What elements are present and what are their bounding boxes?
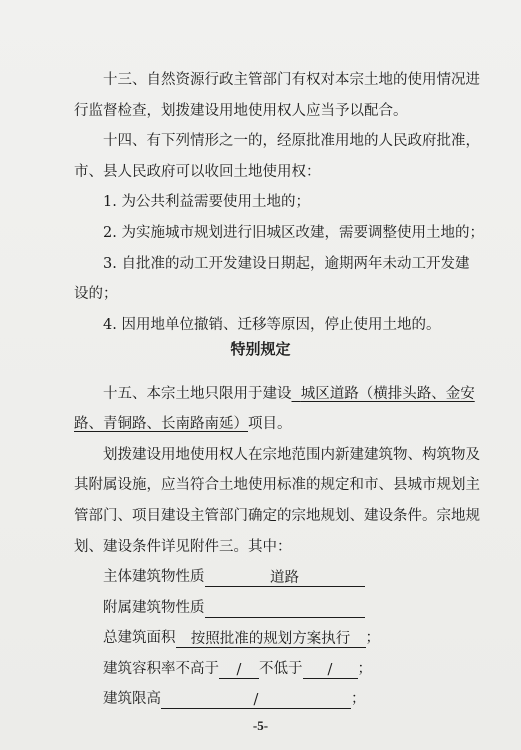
height-label: 建筑限高 xyxy=(103,691,161,707)
clause14-line2: 市、县人民政府可以收回土地使用权： xyxy=(74,164,321,180)
far-semicolon: ； xyxy=(357,661,372,677)
clause13-line1: 十三、自然资源行政主管部门有权对本宗土地的使用情况进 xyxy=(103,72,480,88)
clause14-item4: 4. 因用地单位撤销、迁移等原因，停止使用土地的。 xyxy=(103,317,441,333)
page-number: -5- xyxy=(252,718,269,733)
main-building-value: 道路 xyxy=(205,568,365,587)
clause15-line1 xyxy=(103,384,475,404)
clause14-line1: 十四、有下列情形之一的，经原批准用地的人民政府批准， xyxy=(103,133,480,149)
total-area-semicolon: ； xyxy=(365,630,380,646)
clause15-prefix: 十五、本宗土地只限用于建设 xyxy=(103,386,292,402)
far-min-label: 不低于 xyxy=(259,661,303,677)
height-field xyxy=(103,689,366,709)
clause14-item3-line1: 3. 自批准的动工开发建设日期起，逾期两年未动工开发建 xyxy=(103,256,470,272)
far-field xyxy=(103,659,372,679)
paragraph2-line1: 划拨建设用地使用权人在宗地范围内新建建筑物、构筑物及 xyxy=(103,447,480,463)
clause15-line2 xyxy=(74,414,292,434)
clause13-line2: 行监督检查，划拨建设用地使用权人应当予以配合。 xyxy=(74,103,408,119)
far-max-value: / xyxy=(219,660,259,679)
paragraph2-line2: 其附属设施，应当符合土地使用标准的规定和市、县城市规划主 xyxy=(74,477,480,493)
clause15-purpose-line2: 路、青铜路、长南路南延） xyxy=(74,416,248,432)
paragraph2-line4: 划、建设条件详见附件三。其中： xyxy=(74,539,292,555)
annex-building-value xyxy=(205,599,365,618)
clause14-item2: 2. 为实施城市规划进行旧城区改建，需要调整使用土地的； xyxy=(103,225,484,241)
total-area-value: 按照批准的规划方案执行 xyxy=(176,629,366,648)
special-section-title: 特别规定 xyxy=(230,340,291,358)
clause14-item3-line2: 设的； xyxy=(74,286,118,302)
clause15-suffix: 项目。 xyxy=(248,416,292,432)
main-building-label: 主体建筑物性质 xyxy=(103,569,205,585)
main-building-field xyxy=(103,567,365,587)
height-value: / xyxy=(161,690,351,709)
total-area-label: 总建筑面积 xyxy=(103,630,176,646)
annex-building-field xyxy=(103,598,365,618)
paragraph2-line3: 管部门、项目建设主管部门确定的宗地规划、建设条件。宗地规 xyxy=(74,508,480,524)
height-semicolon: ； xyxy=(351,691,366,707)
far-min-value: / xyxy=(303,660,358,679)
clause14-item1: 1. 为公共利益需要使用土地的； xyxy=(103,194,310,210)
annex-building-label: 附属建筑物性质 xyxy=(103,600,205,616)
far-max-label: 建筑容积率不高于 xyxy=(103,661,219,677)
total-area-field xyxy=(103,628,380,648)
clause15-purpose-line1: 城区道路（横排头路、金安 xyxy=(300,386,475,402)
